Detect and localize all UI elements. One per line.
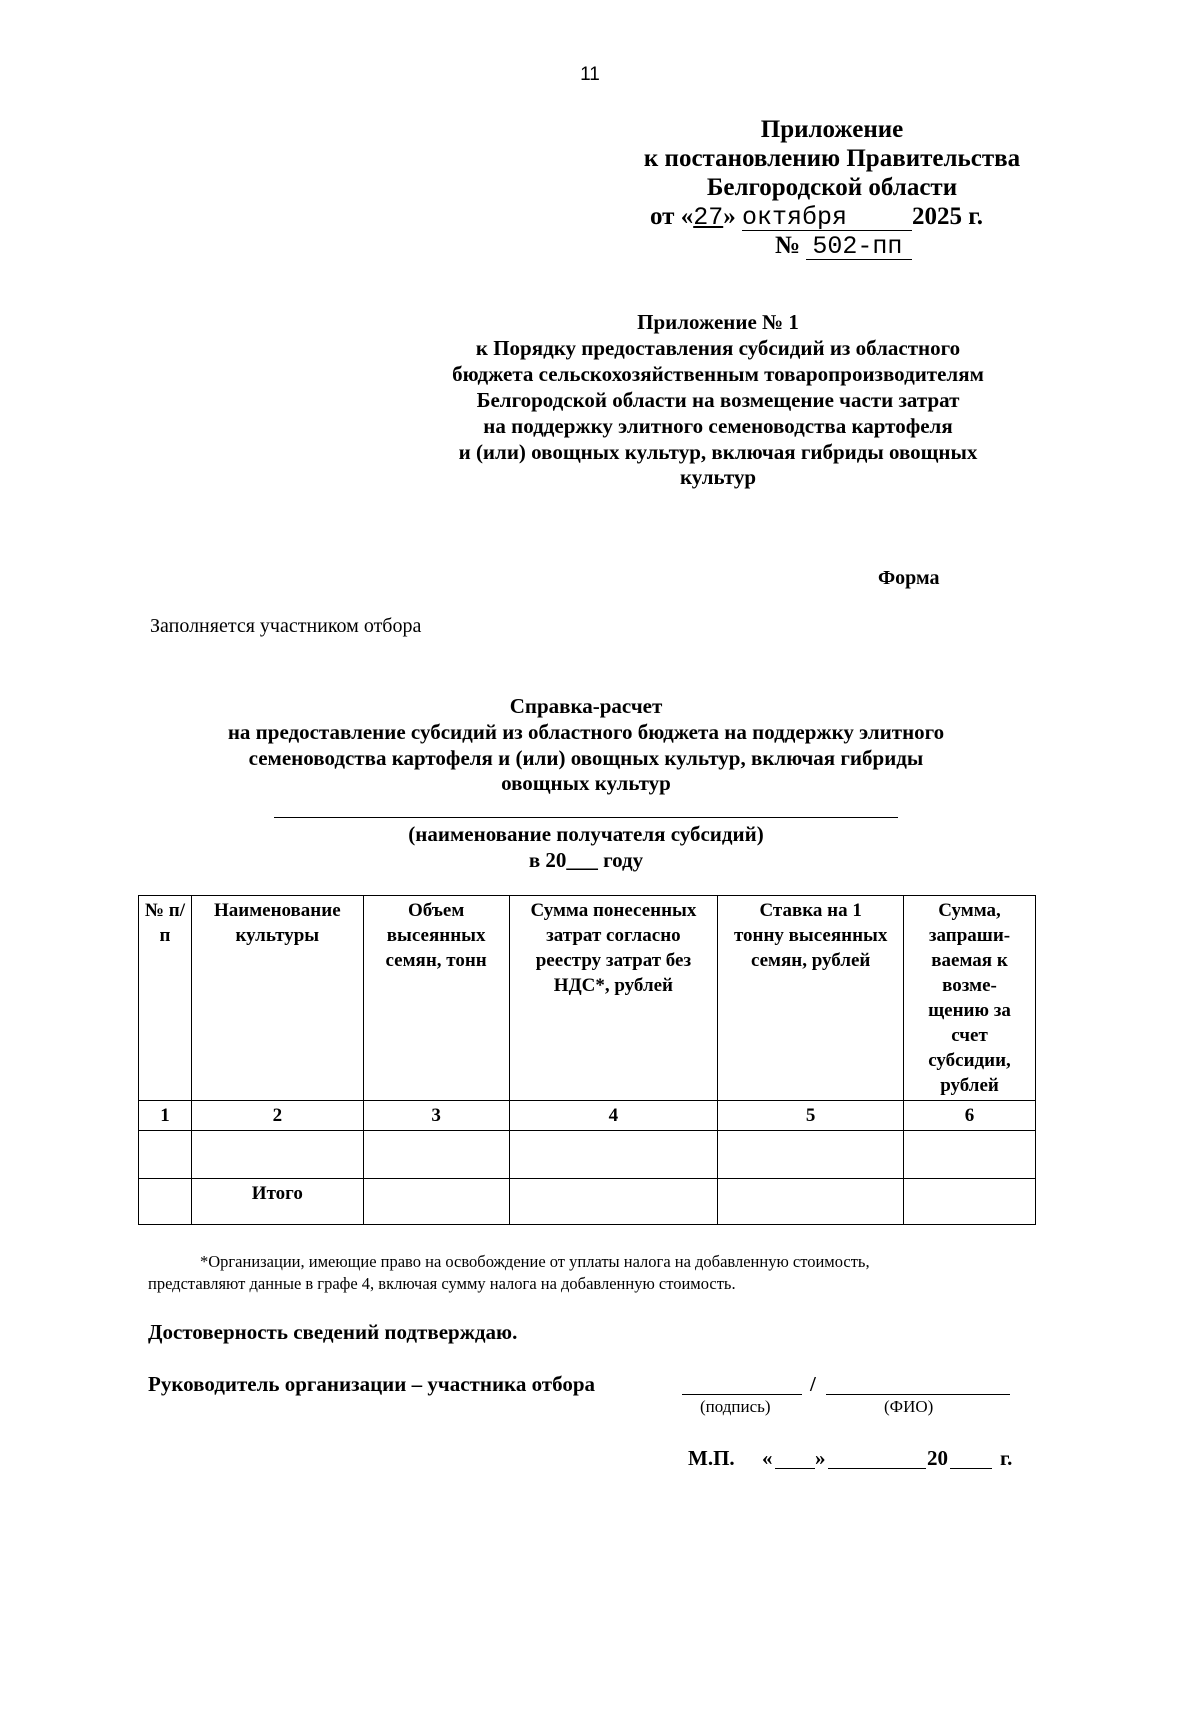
column-number: 3 <box>363 1101 509 1131</box>
stamp-label: М.П. <box>688 1446 735 1470</box>
header-number <box>775 232 912 260</box>
table-cell[interactable] <box>904 1131 1036 1179</box>
signature-line[interactable] <box>682 1394 802 1395</box>
signature-caption: (подпись) <box>700 1397 771 1416</box>
date-month: октября <box>742 206 912 231</box>
appendix-line: и (или) овощных культур, включая гибриды овощных <box>458 440 978 464</box>
table-cell[interactable] <box>191 1131 363 1179</box>
recipient-caption: (наименование получателя субсидий) <box>408 822 764 846</box>
number-label: № <box>775 232 801 259</box>
appendix-line: культур <box>679 465 757 489</box>
signature-slash: / <box>810 1372 816 1396</box>
column-number: 2 <box>191 1101 363 1131</box>
total-label: Итого <box>191 1179 363 1225</box>
title-line: Справка-расчет <box>509 694 663 718</box>
appendix-line: на поддержку элитного семеноводства картофеля <box>483 414 953 438</box>
table-cell[interactable] <box>363 1131 509 1179</box>
form-label: Форма <box>878 567 940 589</box>
table-cell[interactable] <box>139 1179 192 1225</box>
date-open-quote: « <box>762 1446 773 1470</box>
table-row <box>139 1131 1036 1179</box>
day-blank[interactable] <box>775 1468 815 1469</box>
year-suffix: г. <box>1000 1446 1013 1470</box>
column-number: 4 <box>509 1101 718 1131</box>
name-line[interactable] <box>826 1394 1010 1395</box>
number-value: 502-пп <box>806 235 912 260</box>
title-line: овощных культур <box>501 771 671 795</box>
column-number: 1 <box>139 1101 192 1131</box>
filled-by-note: Заполняется участником отбора <box>150 615 422 637</box>
table-cell[interactable] <box>509 1131 718 1179</box>
signatory-role: Руководитель организации – участника отбора <box>148 1372 596 1396</box>
name-caption: (ФИО) <box>884 1397 934 1416</box>
total-row <box>139 1179 1036 1225</box>
header-cell: № п/п <box>139 896 192 1101</box>
column-number: 5 <box>718 1101 904 1131</box>
date-mid: » <box>723 203 736 230</box>
year-line: в 20___ году <box>528 848 644 872</box>
date-prefix: от « <box>650 203 694 230</box>
appendix-line: к Порядку предоставления субсидий из областного <box>475 336 961 360</box>
table-header-row <box>139 896 1036 1101</box>
column-number-row <box>139 1101 1036 1131</box>
table-cell[interactable] <box>718 1179 904 1225</box>
header-line2: к постановлению Правительства <box>643 145 1021 172</box>
title-line: семеноводства картофеля и (или) овощных культур, включая гибриды <box>248 746 924 770</box>
header-cell: Ставка на 1 тонну высеянных семян, рублей <box>718 896 904 1101</box>
table-cell[interactable] <box>509 1179 718 1225</box>
footnote-line2: представляют данные в графе 4, включая сумму налога на добавленную стоимость. <box>148 1274 736 1293</box>
year-prefix: 20 <box>927 1446 948 1470</box>
appendix-line: Белгородской области на возмещение части затрат <box>476 388 960 412</box>
calculation-table <box>138 895 1036 1225</box>
confirmation-text: Достоверность сведений подтверждаю. <box>148 1320 518 1344</box>
header-cell: Сумма, запраши-ваемая к возме-щению за счет субсидии, рублей <box>904 896 1036 1101</box>
header-cell: Наименование культуры <box>191 896 363 1101</box>
date-close-quote: » <box>815 1446 826 1470</box>
header-line3: Белгородской области <box>706 174 958 201</box>
title-line: на предоставление субсидий из областного бюджета на поддержку элитного <box>227 720 945 744</box>
appendix-line: бюджета сельскохозяйственным товаропроизводителям <box>452 362 984 386</box>
year-blank[interactable] <box>950 1468 992 1469</box>
recipient-name-line[interactable] <box>274 817 898 818</box>
date-day: 27 <box>693 203 724 232</box>
appendix-line: Приложение № 1 <box>637 310 799 334</box>
table-cell[interactable] <box>363 1179 509 1225</box>
month-blank[interactable] <box>828 1468 926 1469</box>
header-line1: Приложение <box>760 116 904 143</box>
header-cell: Объем высеянных семян, тонн <box>363 896 509 1101</box>
page-number: 11 <box>580 64 600 85</box>
date-year: 2025 г. <box>911 203 984 230</box>
column-number: 6 <box>904 1101 1036 1131</box>
table-cell[interactable] <box>139 1131 192 1179</box>
footnote-line1: *Организации, имеющие право на освобождение от уплаты налога на добавленную стоимость, <box>200 1252 870 1271</box>
table-cell[interactable] <box>904 1179 1036 1225</box>
header-cell: Сумма понесенных затрат согласно реестру затрат без НДС*, рублей <box>509 896 718 1101</box>
header-date <box>650 203 983 232</box>
table-cell[interactable] <box>718 1131 904 1179</box>
